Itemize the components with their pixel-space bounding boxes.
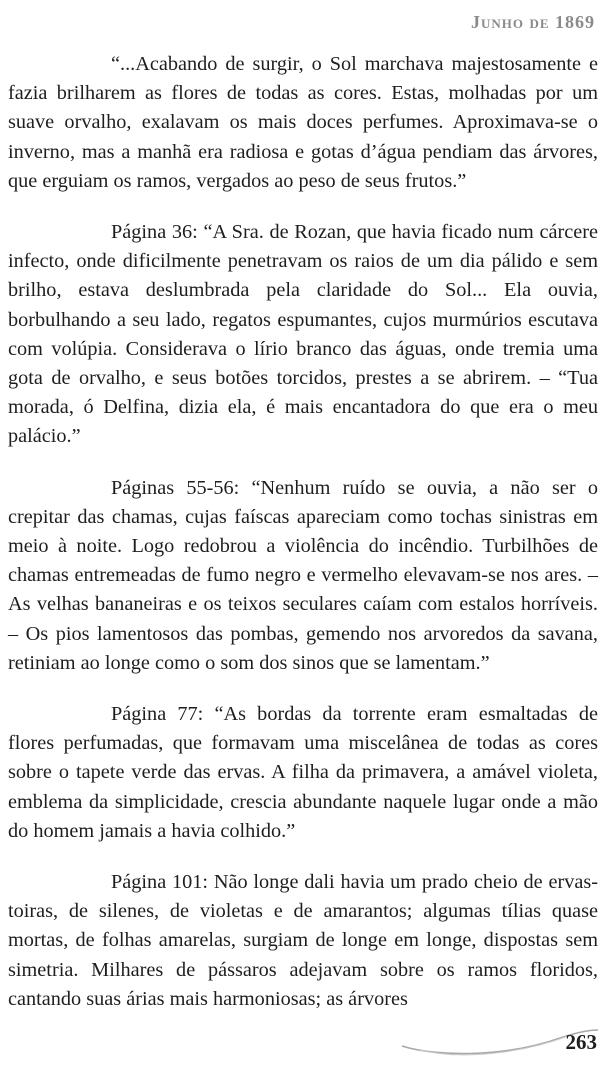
paragraph-quote-opening: “...Acabando de surgir, o Sol marchava majestosamente e fazia brilharem as flores de todas as cores. Estas, molhadas por um suave orvalho, exalavam os mais doces perfumes. Aproximava-se o inverno, mas a manhã era radiosa e gotas d’água pendiam das árvores, que erguiam os ramos, vergados ao peso de seus frutos.” <box>8 53 598 192</box>
paragraph-page-36: Página 36: “A Sra. de Rozan, que havia ficado num cárcere infecto, onde dificilmente penetravam os raios de um dia pálido e sem brilho, estava deslumbrada pela claridade do Sol... Ela ouvia, borbulhando a seu lado, regatos espumantes, cujos murmúrios escutava com volúpia. Considerava o lírio branco das águas, onde tremia uma gota de orvalho, e seus botões torcidos, prestes a se abrirem. – “Tua morada, ó Delfina, dizia ela, é mais encantadora do que era o meu palácio.” <box>8 221 598 448</box>
paragraph-pages-55-56: Páginas 55-56: “Nenhum ruído se ouvia, a não ser o crepitar das chamas, cujas faíscas apareciam como tochas sinistras em meio à noite. Logo redobrou a violência do incêndio. Turbilhões de chamas entremeadas de fumo negro e vermelho elevavam-se nos ares. – As velhas bananeiras e os teixos seculares caíam com estalos horríveis. – Os pios lamentosos das pombas, gemendo nos arvoredos da savana, retiniam ao longe como o som dos sinos que se lamentam.” <box>8 476 598 674</box>
paragraph-page-101: Página 101: Não longe dali havia um prado cheio de ervas-toiras, de silenes, de violetas e de amarantos; algumas tílias quase mortas, de folhas amarelas, surgiam de longe em longe, dispostas sem simetria. Milhares de pássaros adejavam sobre os ramos floridos, cantando suas árias mais harmoniosas; as árvores <box>8 871 598 1010</box>
page-number: 263 <box>565 1030 597 1054</box>
running-header: Junho de 1869 <box>470 12 595 32</box>
page-footer <box>0 1022 607 1066</box>
text-body <box>8 50 598 1036</box>
paragraph-page-77: Página 77: “As bordas da torrente eram esmaltadas de flores perfumadas, que formavam uma miscelânea de todas as cores sobre o tapete verde das ervas. A filha da primavera, a amável violeta, emblema da simplicidade, crescia abundante naquele lugar onde a mão do homem jamais a havia colhido.” <box>8 703 598 842</box>
